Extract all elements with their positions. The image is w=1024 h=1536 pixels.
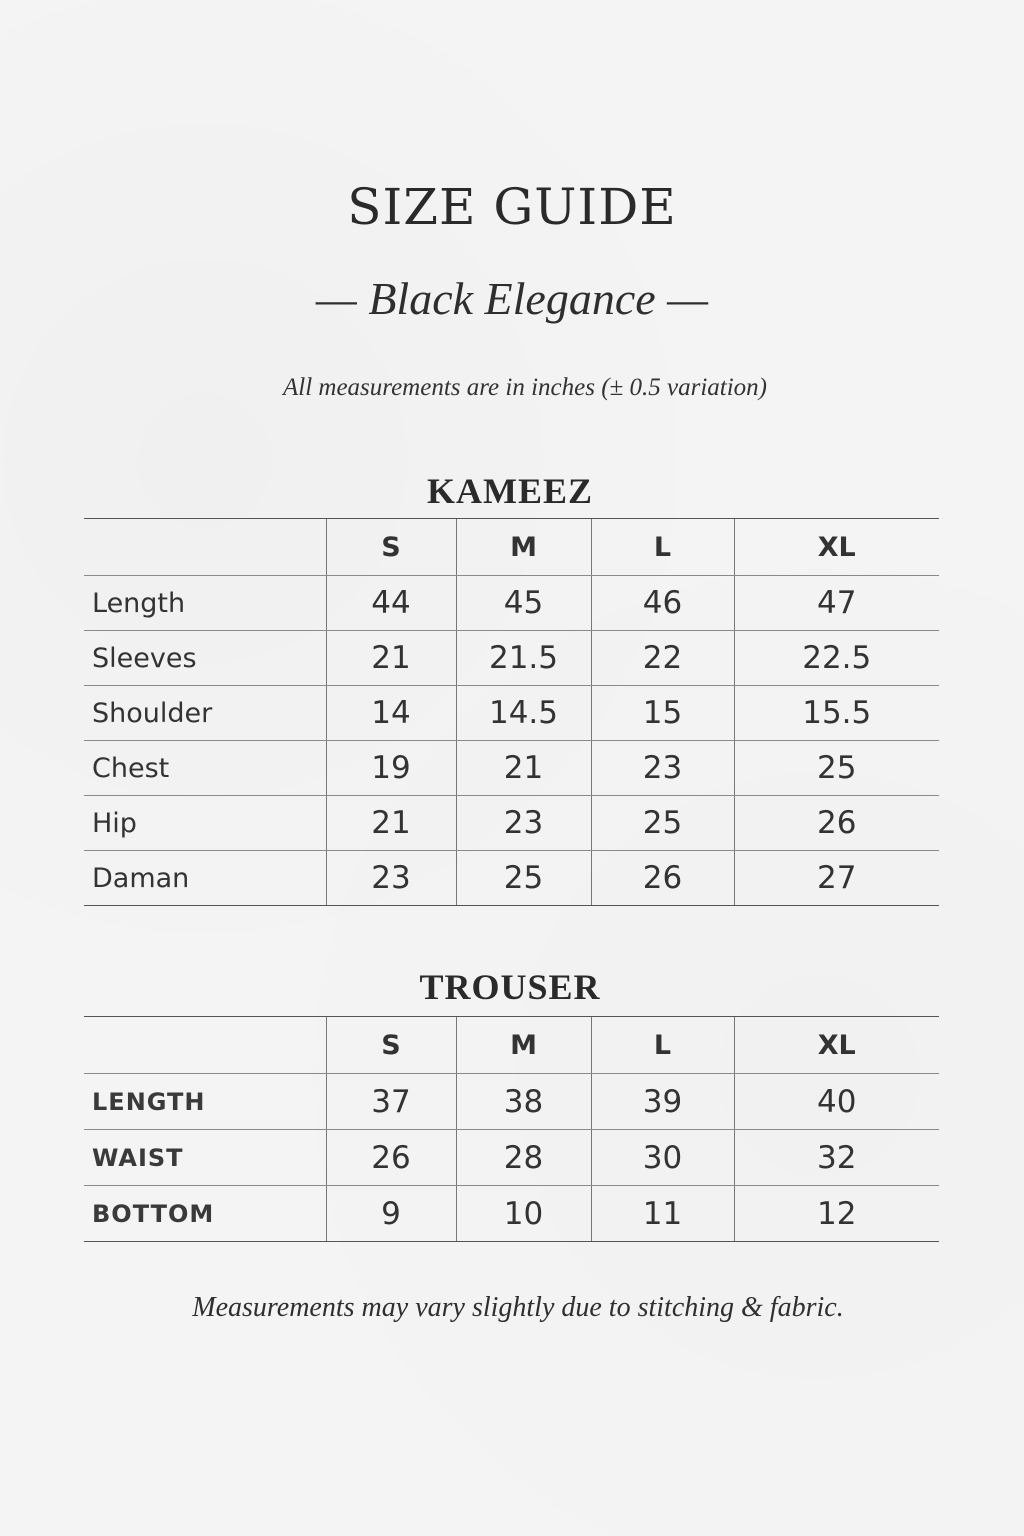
table-row: [84, 576, 939, 631]
table-cell: 10: [456, 1186, 591, 1242]
table-cell: 22: [591, 631, 734, 686]
table-cell: 14: [326, 686, 456, 741]
table-cell: 21: [326, 631, 456, 686]
size-header-s: S: [326, 519, 456, 576]
row-label-sleeves: Sleeves: [84, 631, 326, 686]
size-header-l: L: [591, 1017, 734, 1074]
table-cell: 22.5: [734, 631, 939, 686]
trouser-section-title: TROUSER: [419, 967, 601, 1007]
size-header-xl: XL: [734, 1017, 939, 1074]
table-cell: 40: [734, 1074, 939, 1130]
table-cell: 15: [591, 686, 734, 741]
table-row: [84, 631, 939, 686]
table-row: [84, 1130, 939, 1186]
table-cell: 27: [734, 851, 939, 906]
row-label-daman: Daman: [84, 851, 326, 906]
table-cell: 30: [591, 1130, 734, 1186]
table-cell: 23: [591, 741, 734, 796]
table-row: [84, 1186, 939, 1242]
table-cell: 9: [326, 1186, 456, 1242]
table-cell: 14.5: [456, 686, 591, 741]
table-cell: 25: [591, 796, 734, 851]
size-header-m: M: [456, 519, 591, 576]
size-header-m: M: [456, 1017, 591, 1074]
row-label-hip: Hip: [84, 796, 326, 851]
table-row: [84, 851, 939, 906]
table-cell: 46: [591, 576, 734, 631]
footer-note: Measurements may vary slightly due to stitching & fabric.: [192, 1292, 844, 1323]
table-cell: 25: [734, 741, 939, 796]
row-label-waist: WAIST: [84, 1130, 326, 1186]
page-title: SIZE GUIDE: [347, 178, 677, 236]
table-cell: 26: [591, 851, 734, 906]
size-header-l: L: [591, 519, 734, 576]
table-cell: 21: [326, 796, 456, 851]
table-cell: 38: [456, 1074, 591, 1130]
kameez-size-table: [84, 518, 939, 906]
table-cell: 28: [456, 1130, 591, 1186]
row-label-bottom: BOTTOM: [84, 1186, 326, 1242]
trouser-size-table: [84, 1016, 939, 1242]
table-cell: 21: [456, 741, 591, 796]
row-label-chest: Chest: [84, 741, 326, 796]
table-header-row: [84, 519, 939, 576]
table-row: [84, 1074, 939, 1130]
size-header-xl: XL: [734, 519, 939, 576]
table-cell: 26: [734, 796, 939, 851]
table-cell: 23: [326, 851, 456, 906]
measurement-note: All measurements are in inches (± 0.5 variation): [282, 374, 767, 401]
table-cell: 11: [591, 1186, 734, 1242]
table-cell: 25: [456, 851, 591, 906]
table-cell: 21.5: [456, 631, 591, 686]
row-label-length: Length: [84, 576, 326, 631]
table-cell: 23: [456, 796, 591, 851]
table-cell: 32: [734, 1130, 939, 1186]
table-header-row: [84, 1017, 939, 1074]
table-cell: 19: [326, 741, 456, 796]
header-blank-cell: [84, 519, 326, 576]
table-cell: 44: [326, 576, 456, 631]
table-cell: 39: [591, 1074, 734, 1130]
kameez-section-title: KAMEEZ: [426, 471, 593, 511]
row-label-length: LENGTH: [84, 1074, 326, 1130]
table-cell: 26: [326, 1130, 456, 1186]
table-cell: 47: [734, 576, 939, 631]
row-label-shoulder: Shoulder: [84, 686, 326, 741]
table-cell: 45: [456, 576, 591, 631]
table-cell: 37: [326, 1074, 456, 1130]
table-row: [84, 741, 939, 796]
header-blank-cell: [84, 1017, 326, 1074]
table-cell: 15.5: [734, 686, 939, 741]
page-subtitle: — Black Elegance —: [315, 273, 709, 324]
table-row: [84, 796, 939, 851]
size-header-s: S: [326, 1017, 456, 1074]
table-cell: 12: [734, 1186, 939, 1242]
table-row: [84, 686, 939, 741]
